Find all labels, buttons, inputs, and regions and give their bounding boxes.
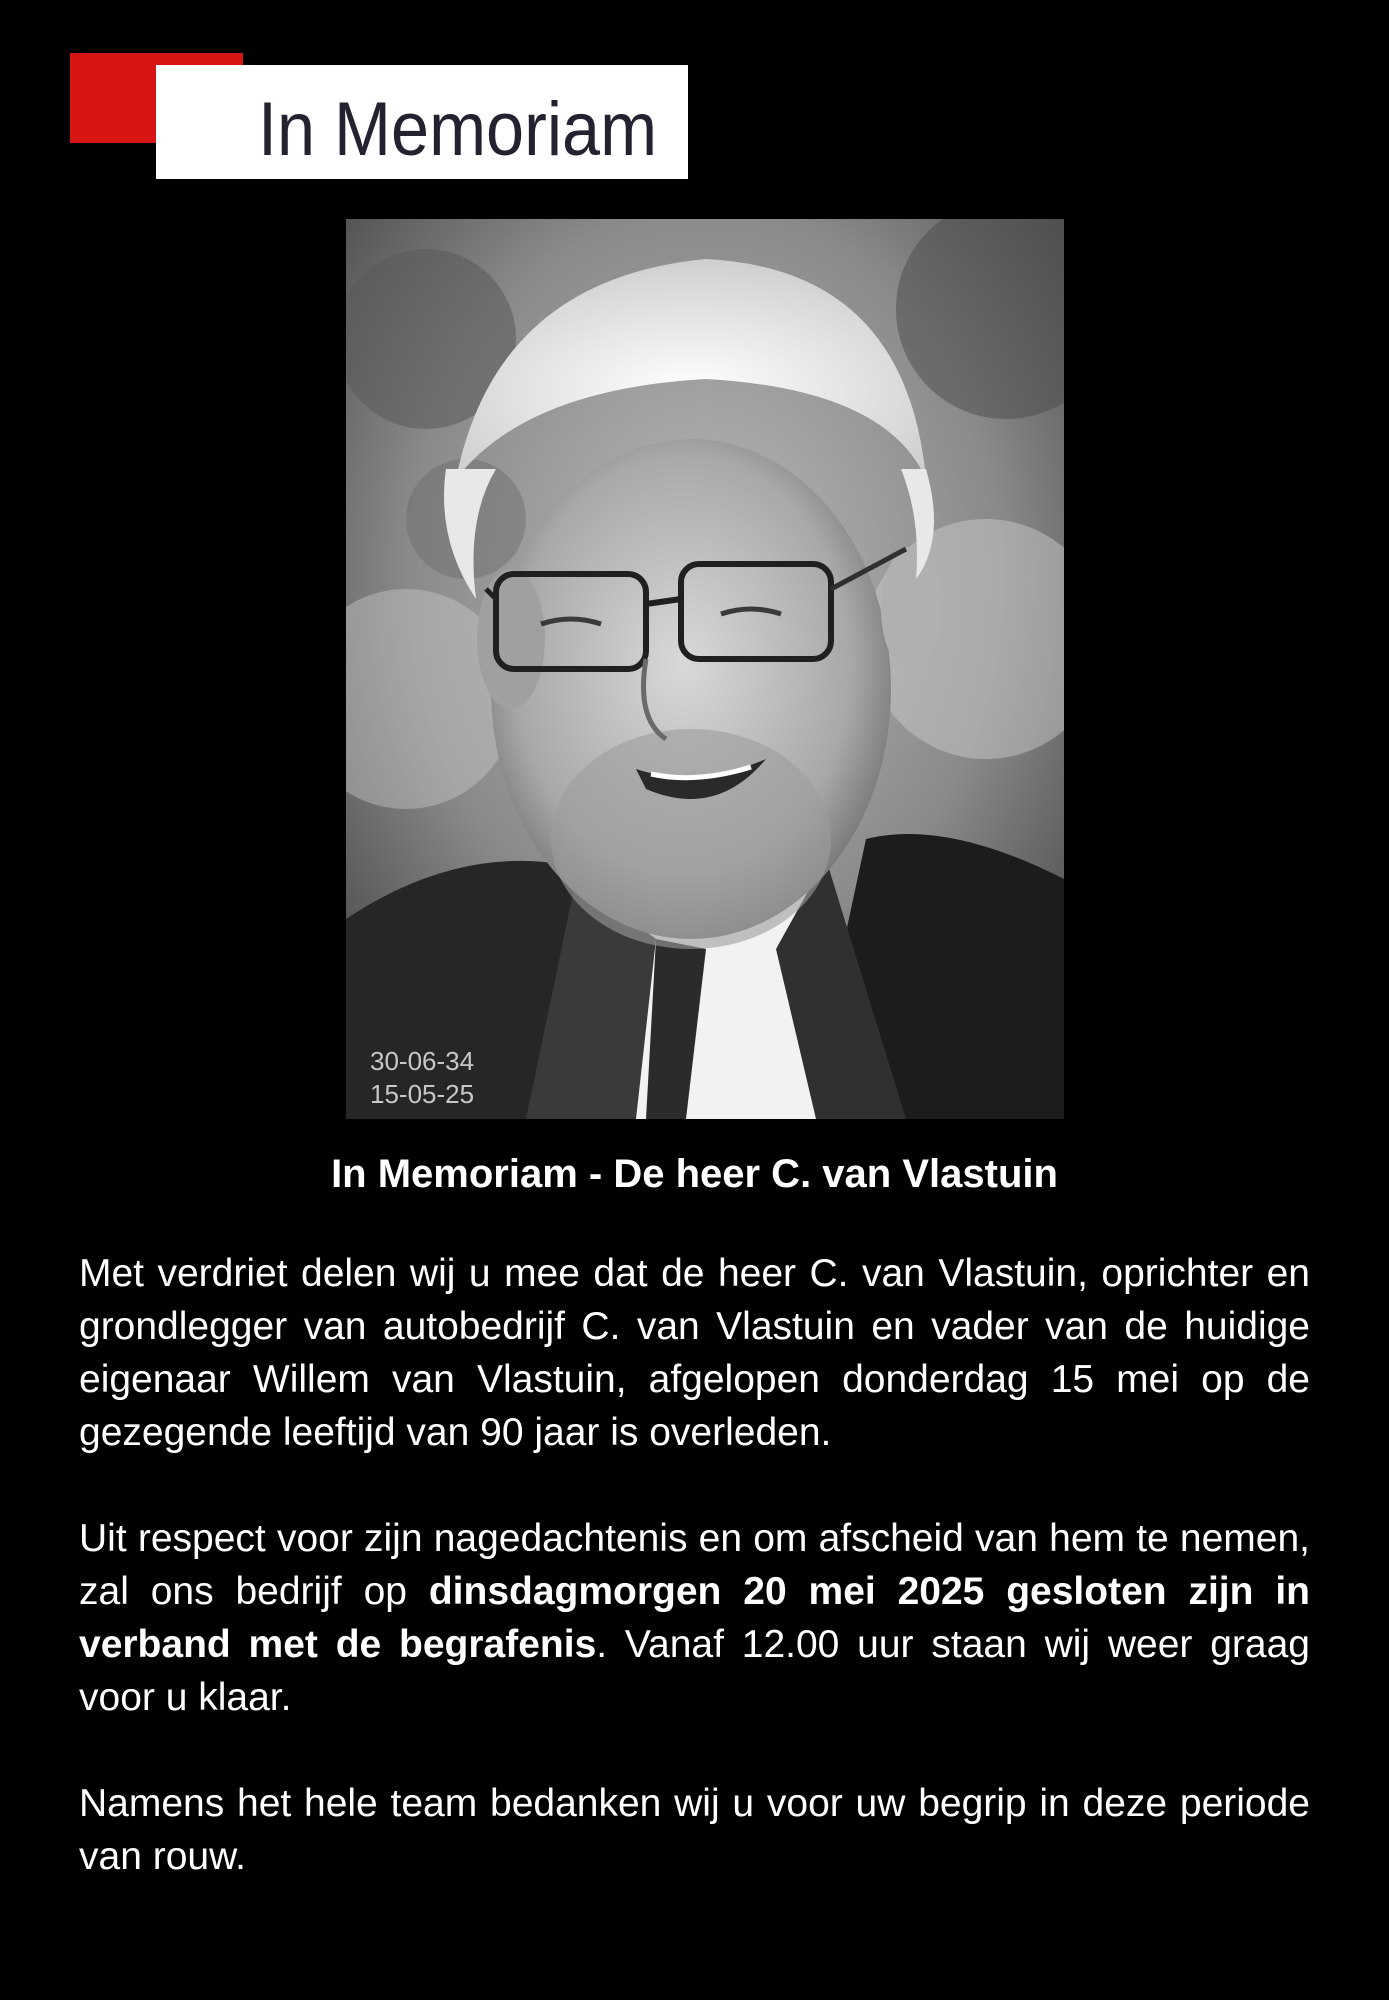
portrait-image <box>346 219 1064 1119</box>
paragraph-closure <box>79 1512 1310 1724</box>
closure-date-notice: dinsdagmorgen 20 mei 2025 gesloten zijn in verband met de begrafenis <box>79 1570 1310 1666</box>
death-date: 15-05-25 <box>370 1079 475 1109</box>
closure-text-end: . Vanaf 12.00 uur staan wij weer graag voor u klaar. <box>79 1623 1310 1719</box>
paragraph-announcement: Met verdriet delen wij u mee dat de heer C. van Vlastuin, oprichter en grondlegger van autobedrijf C. van Vlastuin en vader van de huidige eigenaar Willem van Vlastuin, afgelopen donderdag 15 mei op de gezegende leeftijd van 90 jaar is overleden. <box>79 1252 1310 1454</box>
memorial-caption: In Memoriam - De heer C. van Vlastuin <box>331 1152 1058 1196</box>
portrait-photo <box>346 219 1064 1119</box>
header-title: In Memoriam <box>258 87 658 172</box>
closure-text-start: Uit respect voor zijn nagedachtenis en om afscheid van hem te nemen, zal ons bedrijf op <box>79 1517 1310 1613</box>
in-memoriam-header <box>70 53 690 183</box>
memorial-text <box>79 1247 1310 1883</box>
photo-dates <box>370 1045 474 1111</box>
paragraph-thanks: Namens het hele team bedanken wij u voor uw begrip in deze periode van rouw. <box>79 1782 1310 1878</box>
birth-date: 30-06-34 <box>370 1046 475 1076</box>
